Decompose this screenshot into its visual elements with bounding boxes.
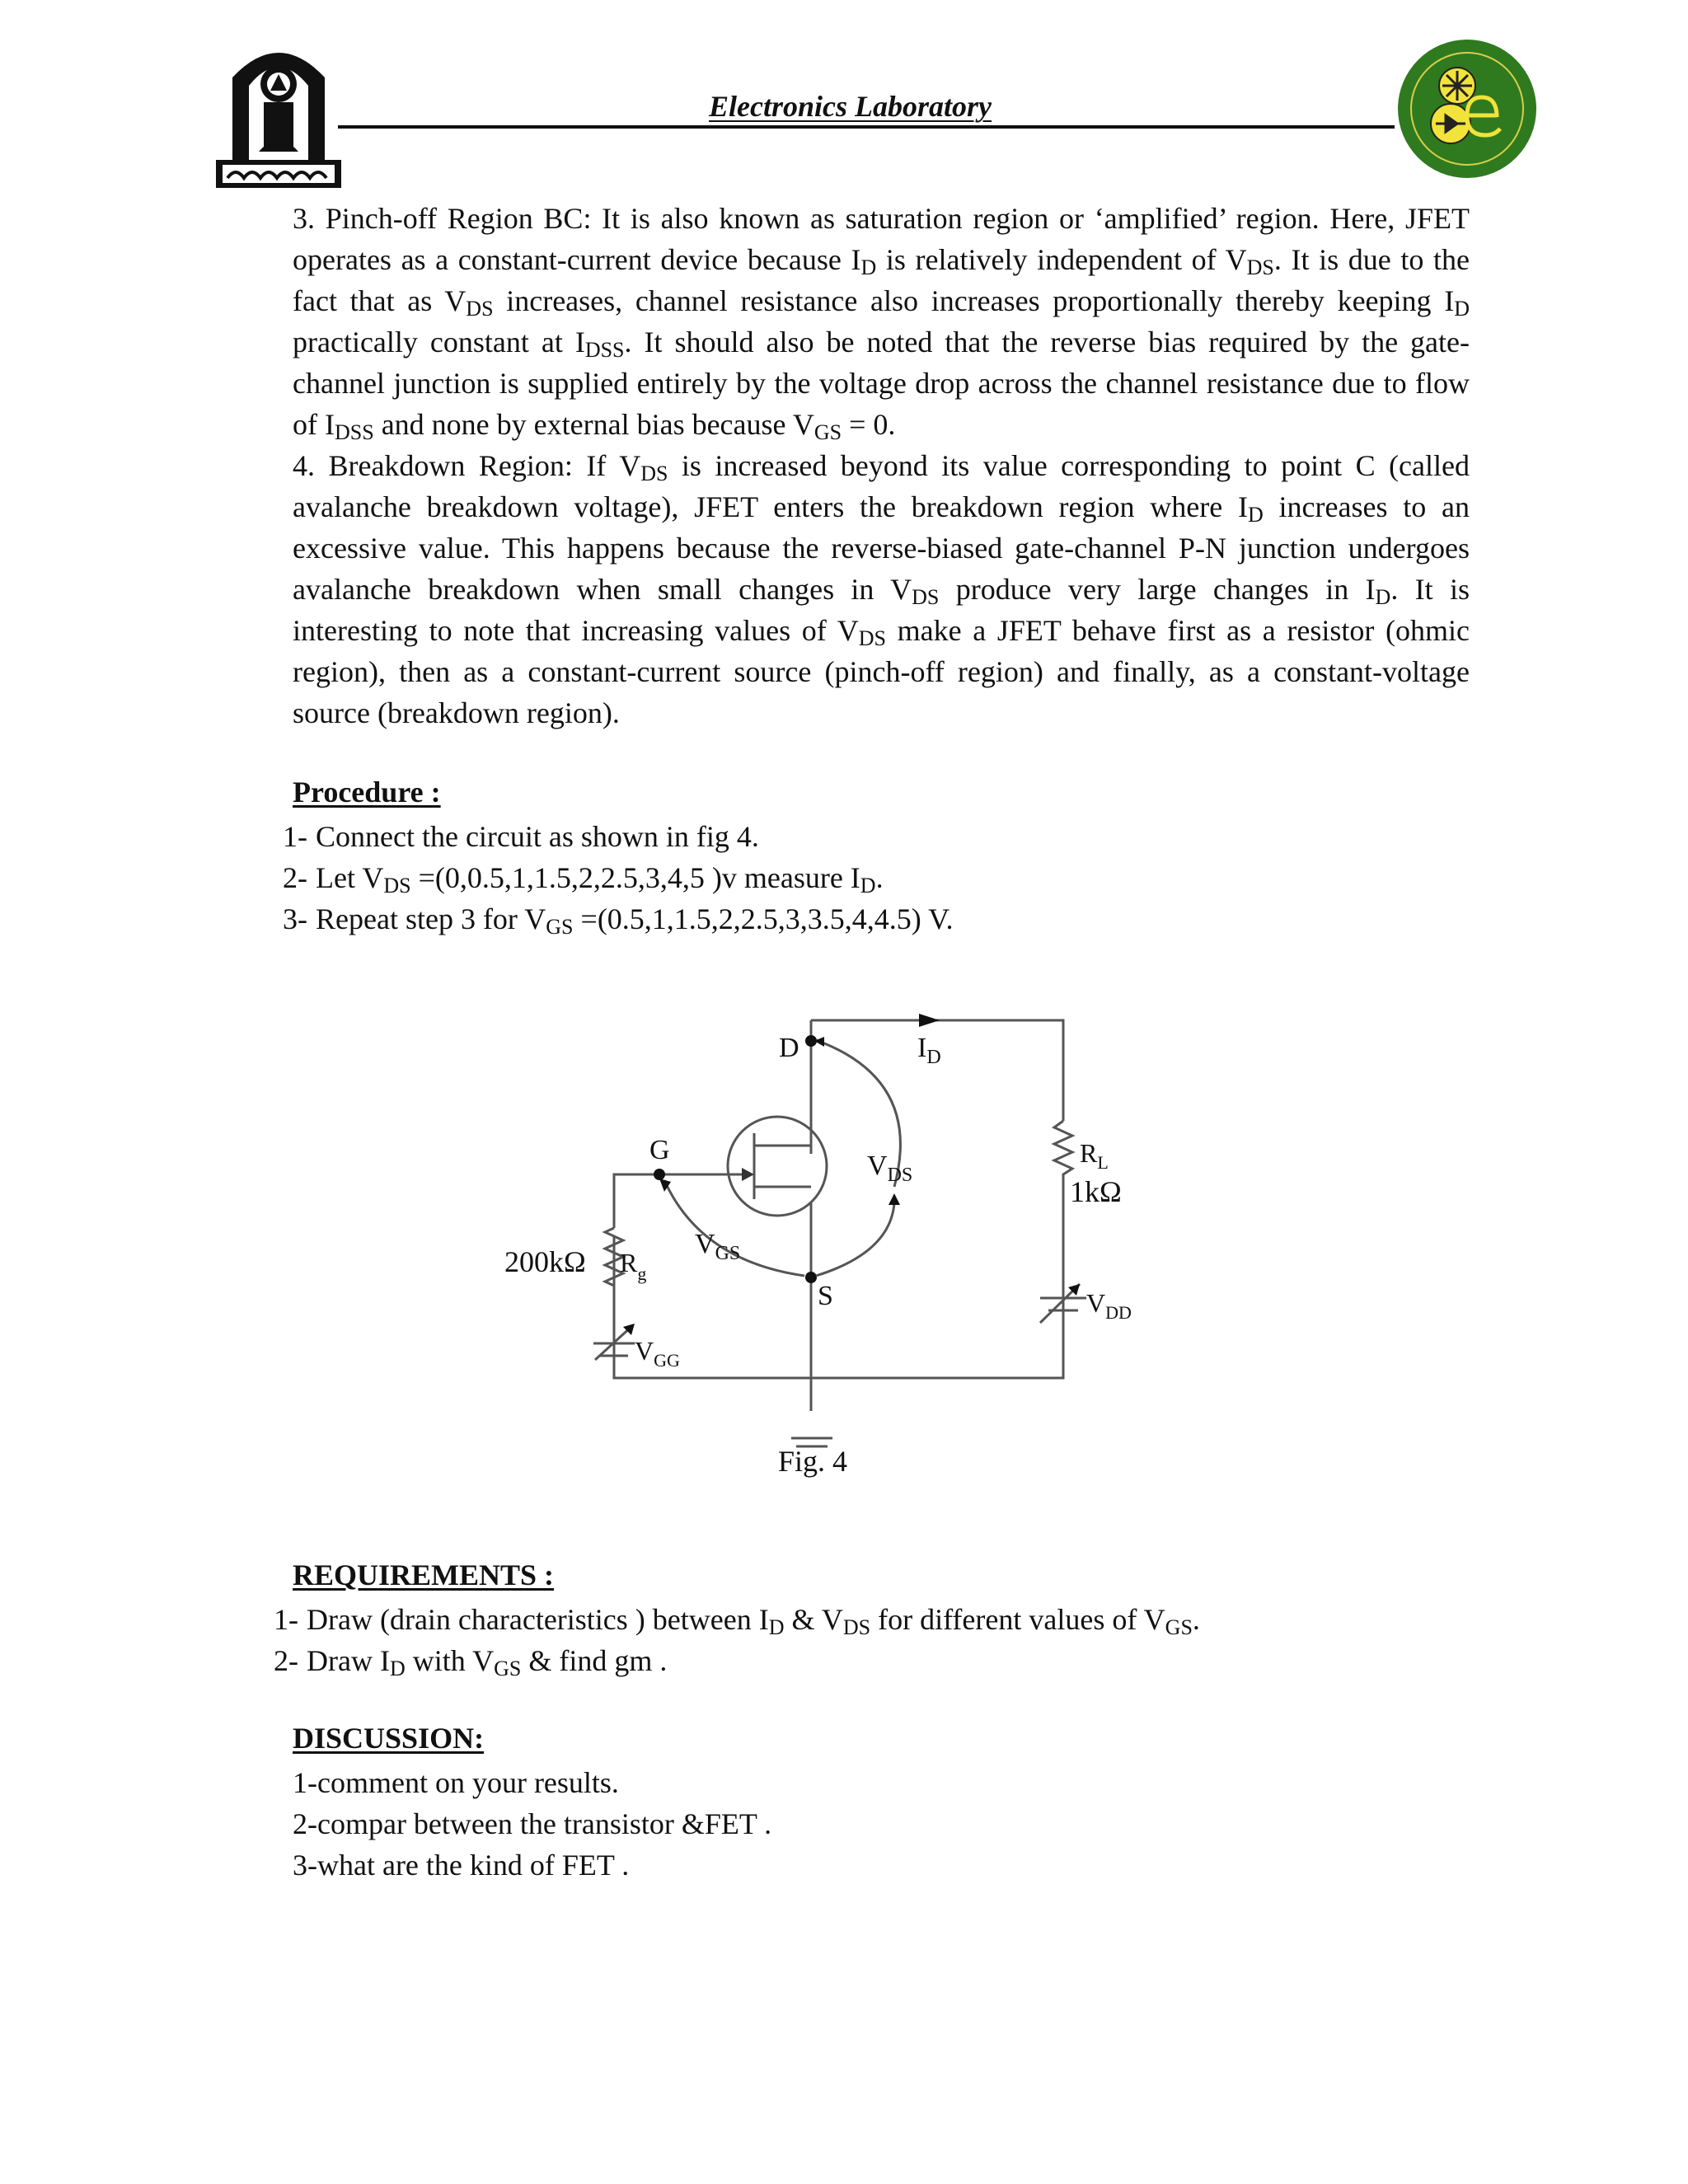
pinchoff-paragraph: 3. Pinch-off Region BC: It is also known as saturation region or ‘amplified’ region. Here, JFET operates as a constant-current device because $I_D$ is relatively independent of $V_{DS}$. It is due to the fact that as $V_{DS}$ increases, channel resistance also increases proportionally thereby keeping $I_D$ practically constant at $I_{DSS}$. It should also be noted that the reverse bias required by the gate-channel junction is supplied entirely by the voltage drop across the channel resistance due to flow of $I_{DSS}$ and none by external bias because $V_{GS} = 0$.	[293, 202, 1470, 444]
list-item: 3-what are the kind of FET .	[293, 1849, 630, 1882]
list-item: 2-compar between the transistor &FET .	[293, 1807, 772, 1840]
vds-label: $V_{DS}$	[867, 1151, 913, 1186]
header-title: Electronics Laboratory	[709, 90, 992, 123]
jfet-body	[728, 1117, 827, 1216]
vgg-label: $V_{GG}$	[635, 1336, 680, 1371]
list-item: 1- Connect the circuit as shown in fig 4.	[283, 820, 759, 853]
discussion-heading: DISCUSSION:	[293, 1722, 485, 1755]
id-arrow-icon	[919, 1014, 940, 1027]
list-item: 2- Let $V_{DS} =(0,0.5,1,1.5,2,2.5,3,4,5$ )v measure $I_D$.	[283, 861, 884, 898]
figure-caption: Fig. 4	[778, 1445, 848, 1478]
rg-label: $R_g$	[620, 1248, 647, 1284]
vdd-label: $V_{DD}$	[1086, 1288, 1132, 1323]
list-item: 2- Draw $I_D$ with $V_{GS}$ & find gm .	[274, 1644, 668, 1680]
gate-wire	[614, 1174, 659, 1228]
source-label: S	[818, 1281, 833, 1311]
list-item: 3- Repeat step 3 for $V_{GS} =(0.5,1,1.5,2,2.5,3,3.5,4,4.5)$ V.	[283, 902, 954, 939]
requirements-list	[242, 1599, 1479, 1681]
rl-label: $R_L$	[1080, 1138, 1109, 1173]
vgs-label: $V_{GS}$	[695, 1229, 741, 1264]
id-label: $I_D$	[917, 1033, 941, 1068]
requirements-heading: REQUIREMENTS :	[293, 1558, 555, 1591]
drain-label: D	[779, 1033, 799, 1063]
procedure-heading: Procedure :	[293, 776, 441, 808]
drain-wire	[811, 1020, 1063, 1121]
rl-value-label: 1kΩ	[1070, 1175, 1122, 1208]
gate-label: G	[649, 1135, 670, 1165]
gate-node	[654, 1169, 665, 1180]
vds-arc-bottom	[816, 1203, 894, 1276]
source-node	[805, 1272, 817, 1283]
list-item: 1-comment on your results.	[293, 1766, 619, 1799]
vds-arrow-icon	[889, 1193, 900, 1205]
rg-value-label: 200kΩ	[504, 1245, 586, 1278]
gate-arrow-icon	[742, 1168, 754, 1181]
breakdown-paragraph: 4. Breakdown Region: If $V_{DS}$ is increased beyond its value corresponding to point C (called avalanche breakdown voltage), JFET enters the breakdown region where $I_D$ increases to an excessive value. This happens because the reverse-biased gate-channel P-N junction undergoes avalanche breakdown when small changes in $V_{DS}$ produce very large changes in $I_D$. It is interesting to note that increasing values of $V_{DS}$ make a JFET behave first as a resistor (ohmic region), then as a constant-current source (pinch-off region) and finally, as a constant-voltage source (breakdown region).	[293, 449, 1470, 729]
bottom-wire	[614, 1220, 1063, 1378]
discussion-list	[293, 1762, 1529, 1886]
list-item: 1- Draw (drain characteristics ) between $I_D$ & $V_{DS}$ for different values of $V_{GS}$.	[274, 1603, 1200, 1639]
